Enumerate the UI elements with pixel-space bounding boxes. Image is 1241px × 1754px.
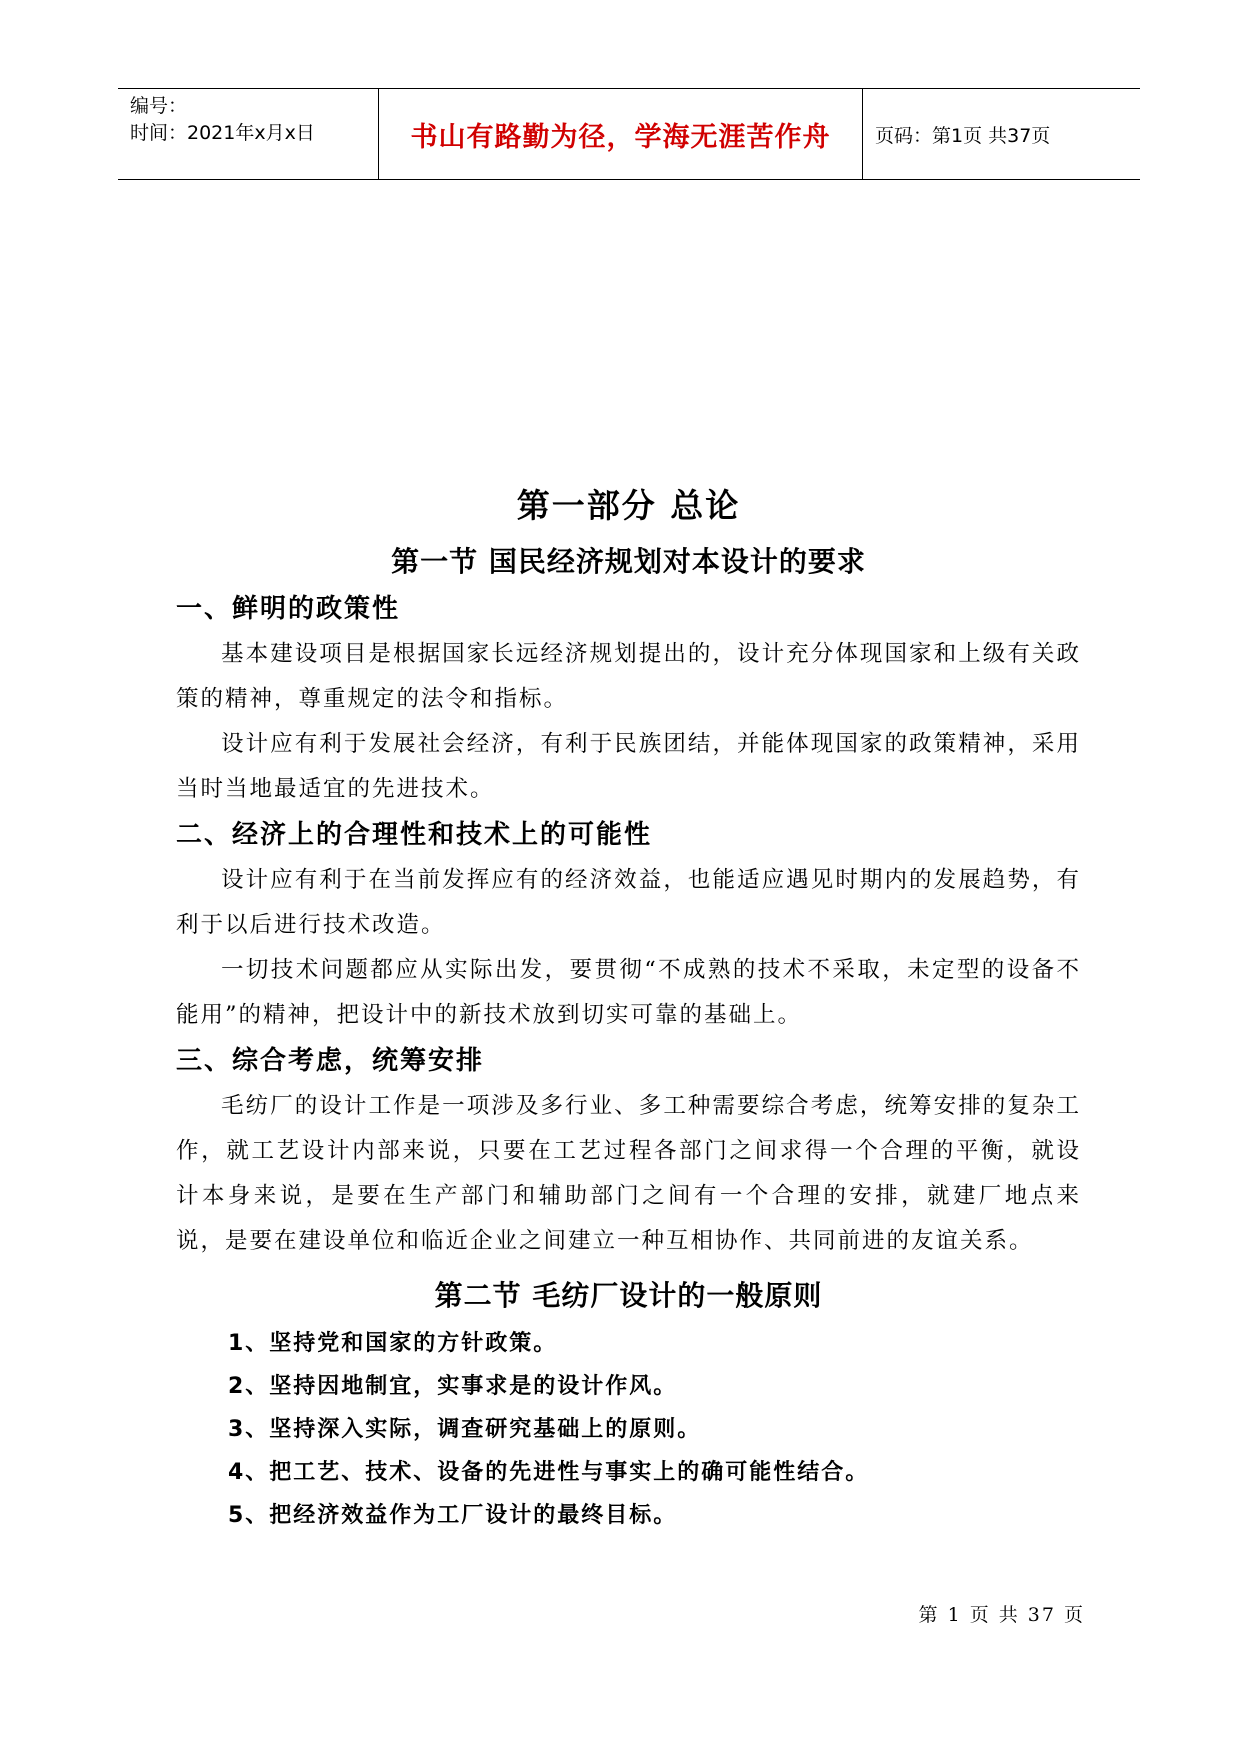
motto-text: 书山有路勤为径，学海无涯苦作舟 [410, 121, 831, 153]
list-item: 2、坚持因地制宜，实事求是的设计作风。 [228, 1374, 678, 1399]
paragraph: 毛纺厂的设计工作是一项涉及多行业、多工种需要综合考虑，统筹安排的复杂工作，就工艺设计内部来说，只要在工艺过程各部门之间求得一个合理的平衡，就设计本身来说，是要在生产部门和辅助部门之间有一个合理的安排，就建厂地点来说，是要在建设单位和临近企业之间建立一种互相协作、共同前进的友谊关系。 [176, 1093, 1081, 1254]
list-item: 1、坚持党和国家的方针政策。 [228, 1331, 558, 1356]
subheading-2: 二、经济上的合理性和技术上的可能性 [176, 820, 653, 850]
paragraph: 设计应有利于在当前发挥应有的经济效益，也能适应遇见时期内的发展趋势，有利于以后进行技术改造。 [176, 867, 1081, 938]
header-page-info: 页码：第1页 共37页 [875, 124, 1051, 147]
serial-label: 编号： [130, 95, 188, 117]
section-title-1: 第一节 国民经济规划对本设计的要求 [391, 545, 866, 578]
header-table [118, 88, 1140, 180]
section-title-2: 第二节 毛纺厂设计的一般原则 [434, 1279, 823, 1312]
header-meta-cell [118, 89, 378, 179]
subheading-1: 一、鲜明的政策性 [176, 594, 401, 624]
header-motto-cell [378, 89, 863, 179]
document-body [176, 482, 1081, 1537]
header-page-cell [863, 89, 1140, 179]
list-item: 3、坚持深入实际，调查研究基础上的原则。 [228, 1417, 702, 1442]
part-title: 第一部分 总论 [516, 486, 741, 525]
time-label: 时间：2021年x月x日 [130, 122, 315, 144]
paragraph: 基本建设项目是根据国家长远经济规划提出的，设计充分体现国家和上级有关政策的精神，尊重规定的法令和指标。 [176, 641, 1081, 712]
subheading-3: 三、综合考虑，统筹安排 [176, 1046, 485, 1076]
page-footer: 第 1 页 共 37 页 [918, 1604, 1085, 1626]
paragraph: 设计应有利于发展社会经济，有利于民族团结，并能体现国家的政策精神，采用当时当地最适宜的先进技术。 [176, 731, 1081, 802]
paragraph: 一切技术问题都应从实际出发，要贯彻“不成熟的技术不采取，未定型的设备不能用”的精神，把设计中的新技术放到切实可靠的基础上。 [176, 957, 1081, 1028]
list-item: 5、把经济效益作为工厂设计的最终目标。 [228, 1503, 678, 1528]
principles-list [176, 1322, 1081, 1537]
list-item: 4、把工艺、技术、设备的先进性与事实上的确可能性结合。 [228, 1460, 870, 1485]
